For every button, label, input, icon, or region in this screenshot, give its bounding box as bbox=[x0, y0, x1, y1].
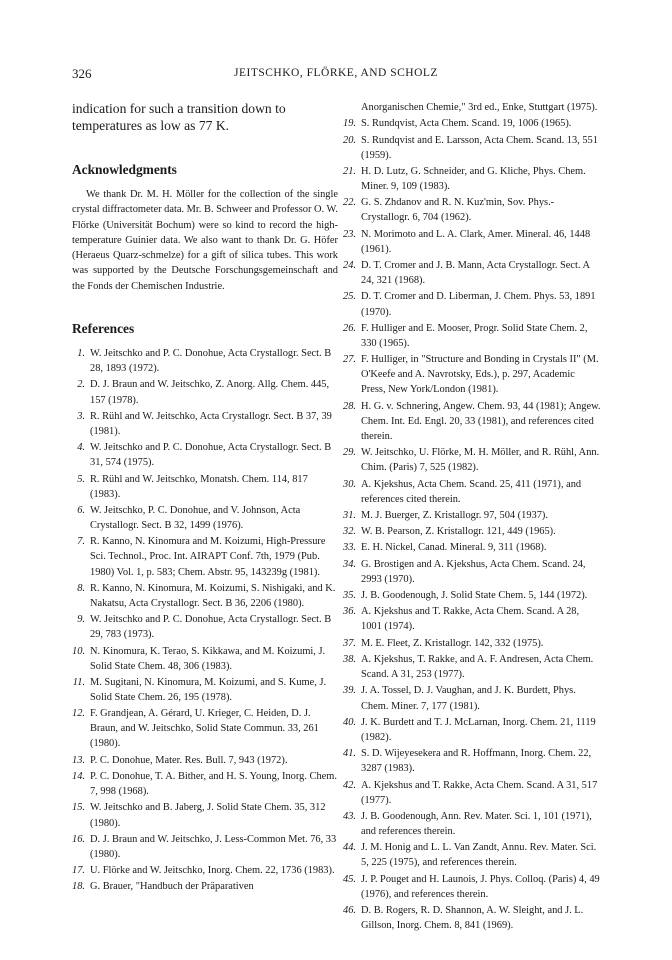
reference-text: D. B. Rogers, R. D. Shannon, A. W. Sleight, and J. L. Gillson, Inorg. Chem. 8, 841 (1969). bbox=[361, 905, 584, 932]
reference-number: 33. bbox=[343, 542, 356, 554]
reference-number: 24. bbox=[343, 260, 356, 272]
reference-item bbox=[343, 477, 601, 507]
reference-item bbox=[72, 503, 338, 533]
reference-text: F. Hulliger and E. Mooser, Progr. Solid State Chem. 2, 330 (1965). bbox=[361, 322, 588, 349]
reference-text: U. Flörke and W. Jeitschko, Inorg. Chem. 22, 1736 (1983). bbox=[90, 865, 335, 877]
reference-text: R. Rühl and W. Jeitschko, Acta Crystallogr. Sect. B 37, 39 (1981). bbox=[90, 410, 332, 437]
reference-text: J. P. Pouget and H. Launois, J. Phys. Colloq. (Paris) 4, 49 (1976), and references therein. bbox=[361, 873, 600, 900]
reference-text: J. B. Goodenough, J. Solid State Chem. 5, 144 (1972). bbox=[361, 590, 588, 602]
reference-item bbox=[72, 612, 338, 642]
reference-number: 3. bbox=[77, 410, 85, 422]
reference-item bbox=[72, 534, 338, 579]
reference-item bbox=[343, 636, 601, 651]
reference-item bbox=[343, 164, 601, 194]
reference-text: N. Morimoto and L. A. Clark, Amer. Mineral. 46, 1448 (1961). bbox=[361, 228, 591, 255]
reference-text: P. C. Donohue, Mater. Res. Bull. 7, 943 (1972). bbox=[90, 754, 288, 766]
reference-text: A. Kjekshus and T. Rakke, Acta Chem. Scand. A 31, 517 (1977). bbox=[361, 779, 598, 806]
reference-number: 44. bbox=[343, 842, 356, 854]
reference-number: 29. bbox=[343, 447, 356, 459]
reference-number: 23. bbox=[343, 228, 356, 240]
acknowledgments-text: We thank Dr. M. H. Möller for the collection of the single crystal diffractometer data. Mr. B. Schweer and Professor O. W. Flörke (Universität Bochum) were so kind to record the high-temperature Guinier data. We also want to thank Dr. G. Höfer (Heraeus Quarz-schmelze) for a gift of silica tubes. This work was supported by the Deutsche Forschungsgemeinschaft and the Fonds der Chemischen Industrie. bbox=[72, 189, 338, 292]
reference-number: 21. bbox=[343, 165, 356, 177]
running-head: JEITSCHKO, FLÖRKE, AND SCHOLZ bbox=[234, 67, 438, 79]
reference-item bbox=[72, 346, 338, 376]
reference-item bbox=[72, 472, 338, 502]
reference-item bbox=[343, 289, 601, 319]
reference-text: E. H. Nickel, Canad. Mineral. 9, 311 (1968). bbox=[361, 542, 547, 554]
reference-text: W. Jeitschko and B. Jaberg, J. Solid State Chem. 35, 312 (1980). bbox=[90, 802, 326, 829]
reference-number: 40. bbox=[343, 716, 356, 728]
reference-item bbox=[72, 377, 338, 407]
reference-number: 39. bbox=[343, 685, 356, 697]
reference-item bbox=[72, 879, 338, 894]
reference-number: 18. bbox=[72, 881, 85, 893]
reference-number: 19. bbox=[343, 118, 356, 130]
reference-number: 31. bbox=[343, 509, 356, 521]
reference-item bbox=[343, 258, 601, 288]
reference-text: D. T. Cromer and J. B. Mann, Acta Crystallogr. Sect. A 24, 321 (1968). bbox=[361, 260, 590, 287]
reference-text: G. Brostigen and A. Kjekshus, Acta Chem. Scand. 24, 2993 (1970). bbox=[361, 558, 586, 585]
reference-number: 5. bbox=[77, 473, 85, 485]
reference-item bbox=[72, 863, 338, 878]
reference-number: 1. bbox=[77, 348, 85, 360]
reference-item bbox=[72, 581, 338, 611]
reference-number: 25. bbox=[343, 291, 356, 303]
reference-number: 13. bbox=[72, 754, 85, 766]
reference-text: F. Grandjean, A. Gérard, U. Krieger, C. Heiden, D. J. Braun, and W. Jeitschko, Solid State Commun. 33, 261 (1980). bbox=[90, 708, 319, 750]
reference-text: R. Kanno, N. Kinomura, M. Koizumi, S. Nishigaki, and K. Nakatsu, Acta Crystallogr. Sect. B 36, 2206 (1980). bbox=[90, 582, 336, 609]
reference-text: M. J. Buerger, Z. Kristallogr. 97, 504 (1937). bbox=[361, 509, 548, 521]
reference-number: 26. bbox=[343, 322, 356, 334]
reference-item bbox=[343, 227, 601, 257]
reference-text: R. Kanno, N. Kinomura and M. Koizumi, High-Pressure Sci. Technol., Proc. Int. AIRAPT Conf. 7th, 1979 (Pub. 1980) Vol. 1, p. 583; Chem. Abstr. 95, 143239g (1981). bbox=[90, 536, 326, 578]
reference-number: 46. bbox=[343, 905, 356, 917]
reference-number: 11. bbox=[72, 676, 85, 688]
reference-item bbox=[343, 195, 601, 225]
reference-text: G. Brauer, "Handbuch der Präparativen bbox=[90, 881, 254, 893]
reference-text: J. K. Burdett and T. J. McLarnan, Inorg. Chem. 21, 1119 (1982). bbox=[361, 716, 596, 743]
reference-item bbox=[343, 715, 601, 745]
reference-text: P. C. Donohue, T. A. Bither, and H. S. Young, Inorg. Chem. 7, 998 (1968). bbox=[90, 771, 337, 798]
reference-item bbox=[343, 133, 601, 163]
reference-item bbox=[343, 540, 601, 555]
reference-text: W. Jeitschko and P. C. Donohue, Acta Crystallogr. Sect. B 29, 783 (1973). bbox=[90, 614, 332, 641]
reference-number: 41. bbox=[343, 748, 356, 760]
reference-text: J. A. Tossel, D. J. Vaughan, and J. K. Burdett, Phys. Chem. Miner. 7, 177 (1981). bbox=[361, 685, 576, 712]
reference-text: M. Sugitani, N. Kinomura, M. Koizumi, and S. Kume, J. Solid State Chem. 26, 195 (1978). bbox=[90, 676, 327, 704]
reference-text: W. Jeitschko and P. C. Donohue, Acta Crystallogr. Sect. B 31, 574 (1975). bbox=[90, 442, 332, 469]
reference-text: H. G. v. Schnering, Angew. Chem. 93, 44 (1981); Angew. Chem. Int. Ed. Engl. 20, 33 (1981), and references cited therein. bbox=[361, 400, 601, 442]
reference-item bbox=[343, 778, 601, 808]
reference-text: A. Kjekshus, T. Rakke, and A. F. Andresen, Acta Chem. Scand. A 31, 253 (1977). bbox=[361, 654, 594, 681]
reference-number: 42. bbox=[343, 779, 356, 791]
reference-text: S. Rundqvist, Acta Chem. Scand. 19, 1006 (1965). bbox=[361, 118, 572, 130]
reference-number: 15. bbox=[72, 802, 85, 814]
reference-item bbox=[72, 440, 338, 470]
reference-number: 30. bbox=[343, 478, 356, 490]
reference-item bbox=[343, 524, 601, 539]
reference-item bbox=[343, 903, 601, 933]
reference-text: J. B. Goodenough, Ann. Rev. Mater. Sci. 1, 101 (1971), and references therein. bbox=[361, 810, 592, 837]
reference-number: 20. bbox=[343, 134, 356, 146]
reference-item bbox=[343, 872, 601, 902]
reference-text: W. Jeitschko, P. C. Donohue, and V. Johnson, Acta Crystallogr. Sect. B 32, 1499 (1976). bbox=[90, 504, 301, 532]
reference-item bbox=[72, 706, 338, 751]
reference-text: D. T. Cromer and D. Liberman, J. Chem. Phys. 53, 1891 (1970). bbox=[361, 291, 596, 318]
reference-text: S. D. Wijeyesekera and R. Hoffmann, Inorg. Chem. 22, 3287 (1983). bbox=[361, 748, 592, 775]
reference-number: 37. bbox=[343, 637, 356, 649]
reference-number: 28. bbox=[343, 400, 356, 412]
reference-item bbox=[343, 652, 601, 682]
reference-item bbox=[343, 508, 601, 523]
reference-item bbox=[343, 746, 601, 776]
reference-text: M. E. Fleet, Z. Kristallogr. 142, 332 (1975). bbox=[361, 637, 544, 649]
reference-number: 27. bbox=[343, 354, 356, 366]
reference-text: W. B. Pearson, Z. Kristallogr. 121, 449 (1965). bbox=[361, 526, 556, 538]
intro-paragraph: indication for such a transition down to temperatures as low as 77 K. bbox=[72, 101, 286, 133]
reference-text: J. M. Honig and L. L. Van Zandt, Annu. Rev. Mater. Sci. 5, 225 (1975), and references therein. bbox=[361, 842, 597, 869]
reference-text: N. Kinomura, K. Terao, S. Kikkawa, and M. Koizumi, J. Solid State Chem. 48, 306 (1983). bbox=[90, 645, 326, 672]
reference-number: 16. bbox=[72, 833, 85, 845]
reference-number: 7. bbox=[77, 536, 85, 548]
reference-number: 45. bbox=[343, 873, 356, 885]
reference-item bbox=[72, 409, 338, 439]
reference-number: 2. bbox=[77, 379, 85, 391]
reference-list-right bbox=[343, 116, 601, 933]
reference-number: 17. bbox=[72, 865, 85, 877]
reference-number: 22. bbox=[343, 197, 356, 209]
reference-item bbox=[72, 644, 338, 674]
reference-number: 38. bbox=[343, 654, 356, 666]
reference-number: 4. bbox=[77, 442, 85, 454]
reference-number: 32. bbox=[343, 526, 356, 538]
reference-item bbox=[343, 557, 601, 587]
reference-text: R. Rühl and W. Jeitschko, Monatsh. Chem. 114, 817 (1983). bbox=[90, 473, 308, 500]
reference-number: 43. bbox=[343, 810, 356, 822]
reference-item bbox=[343, 683, 601, 713]
reference-number: 6. bbox=[77, 504, 85, 516]
reference-number: 34. bbox=[343, 558, 356, 570]
reference-text: G. S. Zhdanov and R. N. Kuz'min, Sov. Phys.-Crystallogr. 6, 704 (1962). bbox=[361, 197, 555, 224]
page-number: 326 bbox=[72, 66, 92, 81]
reference-number: 12. bbox=[72, 708, 85, 720]
reference-item bbox=[343, 588, 601, 603]
reference-number: 35. bbox=[343, 590, 356, 602]
reference-list-left bbox=[72, 346, 338, 894]
reference-text: A. Kjekshus and T. Rakke, Acta Chem. Scand. A 28, 1001 (1974). bbox=[361, 606, 580, 633]
acknowledgments-heading: Acknowledgments bbox=[72, 162, 177, 177]
reference-item bbox=[72, 753, 338, 768]
references-heading: References bbox=[72, 321, 135, 337]
reference-number: 8. bbox=[77, 582, 85, 594]
reference-text: H. D. Lutz, G. Schneider, and G. Kliche, Phys. Chem. Miner. 9, 109 (1983). bbox=[361, 165, 586, 193]
reference-item bbox=[343, 321, 601, 351]
reference-text: W. Jeitschko, U. Flörke, M. H. Möller, and R. Rühl, Ann. Chim. (Paris) 7, 525 (1982). bbox=[361, 447, 600, 474]
reference-number: 36. bbox=[343, 606, 356, 618]
reference-item bbox=[343, 399, 601, 444]
reference-18-continuation: Anorganischen Chemie," 3rd ed., Enke, Stuttgart (1975). bbox=[361, 102, 598, 113]
reference-text: F. Hulliger, in "Structure and Bonding in Crystals II" (M. O'Keefe and A. Navrotsky, Eds.), p. 297, Academic Press, New York/London (1981). bbox=[361, 354, 599, 396]
reference-text: S. Rundqvist and E. Larsson, Acta Chem. Scand. 13, 551 (1959). bbox=[361, 134, 598, 161]
reference-number: 14. bbox=[72, 771, 85, 783]
reference-item bbox=[343, 445, 601, 475]
right-column bbox=[343, 100, 601, 934]
reference-item bbox=[343, 352, 601, 397]
reference-item bbox=[343, 604, 601, 634]
reference-number: 9. bbox=[77, 614, 85, 626]
reference-text: W. Jeitschko and P. C. Donohue, Acta Crystallogr. Sect. B 28, 1893 (1972). bbox=[90, 348, 332, 375]
reference-number: 10. bbox=[72, 645, 85, 657]
reference-item bbox=[343, 840, 601, 870]
reference-item bbox=[343, 809, 601, 839]
reference-text: D. J. Braun and W. Jeitschko, Z. Anorg. Allg. Chem. 445, 157 (1978). bbox=[90, 379, 330, 406]
reference-item bbox=[343, 116, 601, 131]
reference-item bbox=[72, 675, 338, 705]
reference-item bbox=[72, 769, 338, 799]
reference-item bbox=[72, 832, 338, 862]
left-column bbox=[72, 100, 338, 896]
reference-item bbox=[72, 800, 338, 830]
reference-text: A. Kjekshus, Acta Chem. Scand. 25, 411 (1971), and references cited therein. bbox=[361, 478, 582, 505]
reference-text: D. J. Braun and W. Jeitschko, J. Less-Common Met. 76, 33 (1980). bbox=[90, 833, 337, 860]
